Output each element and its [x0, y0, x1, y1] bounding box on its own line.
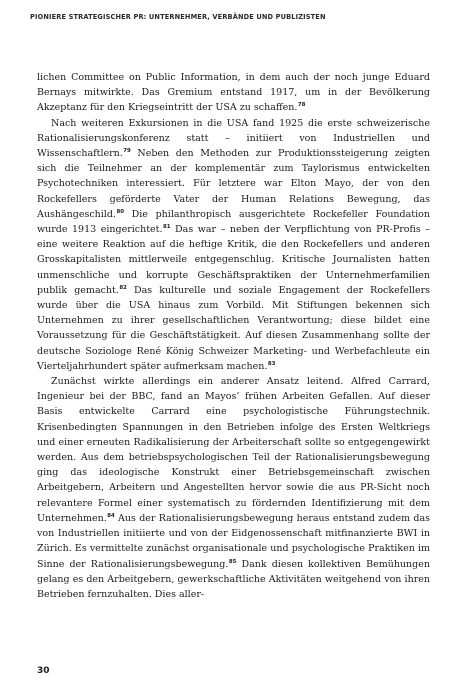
paragraph-text: lichen Committee on Public Information, in dem auch der noch junge Eduard Bernays mitwirkte. Das Gremium entstand 1917, um in der Bevölkerung Akzeptanz für den Kriegseintritt der USA zu schaffen. [37, 72, 430, 114]
footnote-marker[interactable]: 79 [123, 148, 131, 155]
footnote-marker[interactable]: 83 [267, 360, 276, 367]
paragraph-text: Aus der Rationalisierungsbewegung heraus entstand zudem das von Industriellen initiierte und von der Eidgenossenschaft mitfinanzierte BWI in Zürich. Es vermittelte zunächst organisationale und psychologische Praktiken im Sinne der Rationalisierungsbewegung. [37, 512, 430, 570]
footnote-marker[interactable]: 80 [116, 208, 124, 215]
paragraph [37, 374, 430, 602]
body-text [37, 70, 430, 602]
footnote-marker[interactable]: 81 [163, 224, 171, 231]
footnote-marker[interactable]: 85 [228, 558, 237, 565]
paragraph-text: Das kulturelle und soziale Engagement der Rockefellers wurde über die USA hinaus zum Vorbild. Mit Stiftungen bekennen sich Unternehmen zu ihrer gesellschaftlichen Verantwortung; diese bildet eine Voraussetzung für die Geschäftstätigkeit. Auf diesen Zusammenhang sollte der deutsche Soziologe René König Schweizer Marketing- und Werbefachleute ein Vierteljahrhundert später aufmerksam machen. [37, 284, 430, 372]
paragraph-text: Neben den Methoden zur Produktionssteigerung zeigten sich die Teilnehmer an der komplementär zum Taylorismus entwickelten Psychotechniken interessiert. Für letztere war Elton Mayo, der von den Rockefellers geförderte Vater der Human Relations Bewegung, das Aushängeschild. [37, 148, 430, 220]
paragraph-text: Das war – neben der Verpflichtung von PR-Profis – eine weitere Reaktion auf die heftige Kritik, die den Rockefellers und anderen Grosskapitalisten mittlerweile entgegenschlug. Kritische Journalisten hatten unmenschliche und korrupte Geschäftspraktiken der Unternehmerfamilien publik gemacht. [37, 224, 430, 296]
footnote-marker[interactable]: 82 [119, 284, 127, 291]
footnote-marker[interactable]: 84 [107, 512, 115, 519]
page-number: 30 [37, 666, 50, 676]
running-head: PIONIERE STRATEGISCHER PR: UNTERNEHMER, VERBÄNDE UND PUBLIZISTEN [30, 13, 326, 21]
footnote-marker[interactable]: 78 [297, 102, 306, 109]
paragraph-text: Nach weiteren Exkursionen in die USA fand 1925 die erste schweizerische Rationalisierungskonferenz statt – initiiert von Industriellen und Wissenschaftlern. [37, 117, 430, 160]
paragraph [37, 70, 430, 116]
paragraph [37, 116, 430, 374]
paragraph-text: Die philanthropisch ausgerichtete Rockefeller Foundation wurde 1913 eingerichtet. [37, 208, 430, 236]
paragraph-text: Zunächst wirkte allerdings ein anderer Ansatz leitend. Alfred Carrard, Ingenieur bei der BBC, fand an Mayos’ frühen Arbeiten Gefallen. Auf dieser Basis entwickelte Carrard eine psychologistische Führungstechnik. Krisenbedingten Spannungen in den Betrieben infolge des Ersten Weltkriegs und einer erneuten Radikalisierung der Arbeiterschaft sollte so entgegengewirkt werden. Aus dem betriebspsychologischen Teil der Rationalisierungsbewegung ging das ideologische Konstrukt einer Betriebsgemeinschaft zwischen Arbeitgebern, Arbeitern und Angestellten hervor sowie die aus PR-Sicht noch relevantere Formel einer systematisch zu fördernden Identifizierung mit dem Unternehmen. [37, 376, 430, 524]
paragraph-text: Dank diesen kollektiven Bemühungen gelang es den Arbeitgebern, gewerkschaftliche Aktivitäten weitgehend von ihren Betrieben fernzuhalten. Dies aller- [37, 558, 430, 600]
